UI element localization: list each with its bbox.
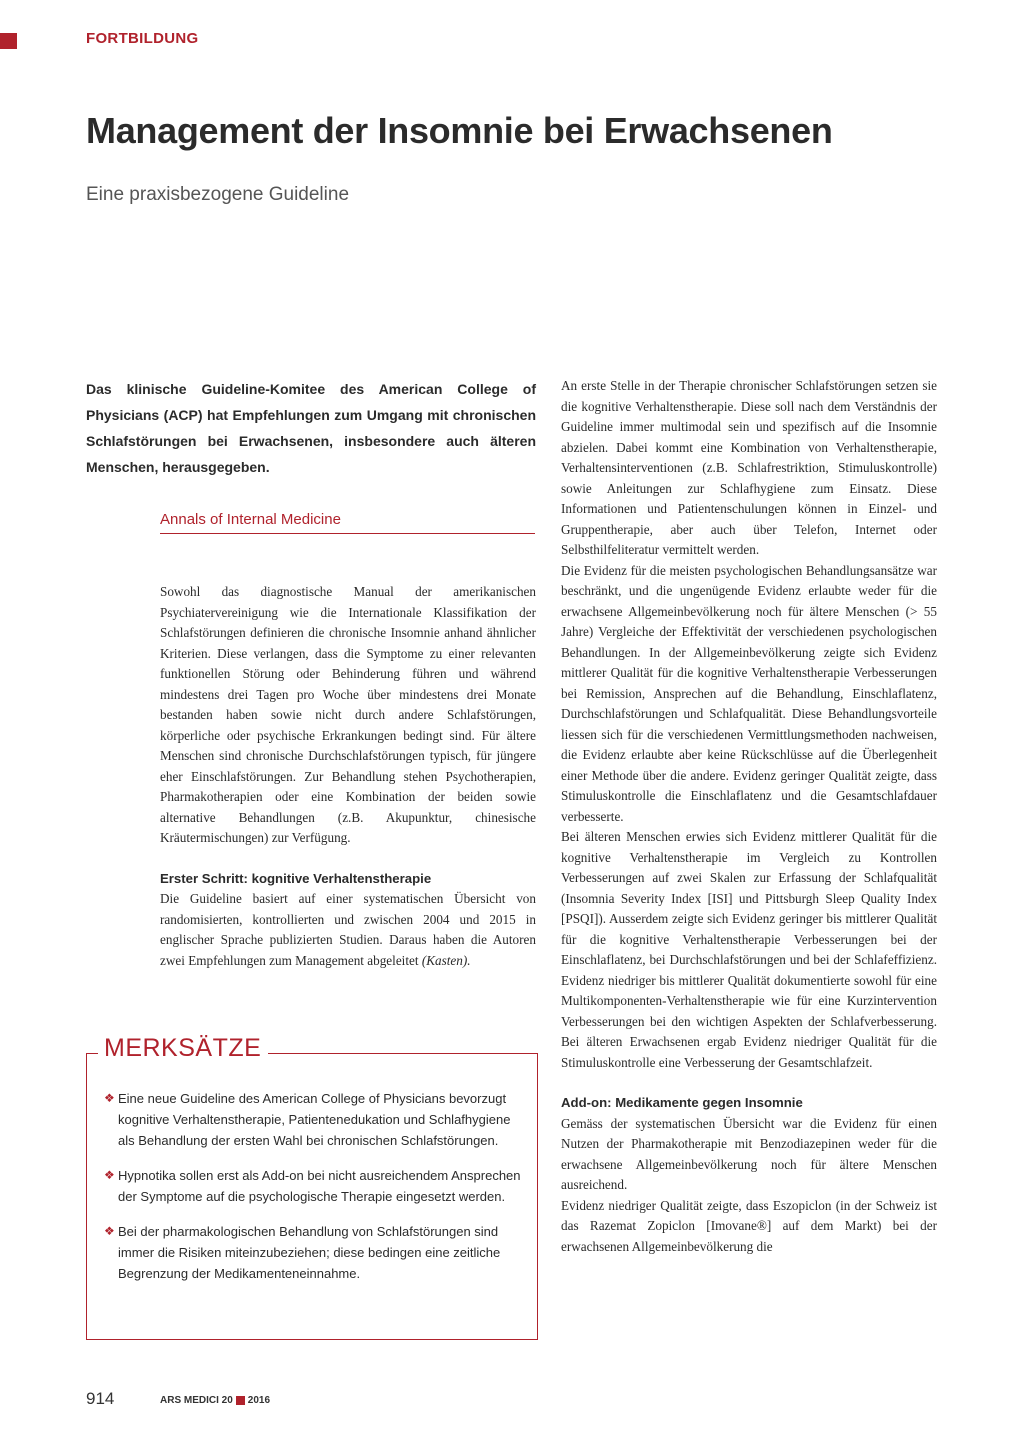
key-points-title: MERKSÄTZE [104,1034,262,1062]
journal-name: ARS MEDICI 20 [160,1395,233,1406]
box-border-top [86,1053,98,1054]
body-paragraph: Sowohl das diagnostische Manual der amerikanischen Psychiatervereinigung wie die Internationale Klassifikation der Schlafstörungen definieren die chronische Insomnie anhand ähnlicher Kriterien. Diese verlangen, dass die Symptome zu einer relevanten funktionellen Störung oder Behinderung führen und während mindestens drei Tagen pro Woche über mindestens drei Monate bestanden haben sowie nicht durch andere Schlafstörungen, körperliche oder psychische Erkrankungen bedingt sind. Für ältere Menschen sind chronische Durchschlafstörungen typisch, für jüngere eher Einschlafstörungen. Zur Behandlung stehen Psychotherapien, Pharmakotherapien oder eine Kombination der beiden sowie alternative Behandlungen (z.B. Akupunktur, chinesische Kräutermischungen) zur Verfügung. [160,584,536,845]
body-paragraph: Evidenz niedriger Qualität zeigte, dass Eszopiclon (in der Schweiz ist das Razemat Zopiclon [Imovane®] auf dem Markt) bei der erwachsenen Allgemeinbevölkerung die [561,1197,937,1254]
section-heading: Erster Schritt: kognitive Verhaltenstherapie [160,870,432,886]
page-number: 914 [86,1389,115,1408]
journal-footer [160,1395,270,1406]
diamond-bullet-icon: ❖ [104,1224,115,1238]
section-heading: Add-on: Medikamente gegen Insomnie [561,1095,803,1110]
list-item: ❖ Eine neue Guideline des American College of Physicians bevorzugt kognitive Verhaltenstherapie, Patientenedukation und Schlafhygiene als Behandlung der ersten Wahl bei chronischen Schlafstörungen. [104,1088,524,1151]
right-column [561,376,937,1257]
article-subtitle: Eine praxisbezogene Guideline [86,184,350,205]
section-marker [0,33,17,49]
article-lead: Das klinische Guideline-Komitee des American College of Physicians (ACP) hat Empfehlungen zum Umgang mit chronischen Schlafstörungen bei Erwachsenen, insbesondere auch älteren Menschen, herausgegeben. [86,381,536,475]
box-border-top [268,1053,537,1054]
left-column [160,582,536,971]
journal-year: 2016 [247,1395,271,1406]
list-item: ❖ Hypnotika sollen erst als Add-on bei nicht ausreichendem Ansprechen der Symptome auf die psychologische Therapie eingesetzt werden. [104,1165,524,1207]
diamond-bullet-icon: ❖ [104,1168,115,1182]
box-reference: (Kasten). [421,952,471,968]
article-title: Management der Insomnie bei Erwachsenen [86,110,833,151]
body-paragraph: Die Evidenz für die meisten psychologischen Behandlungsansätze war beschränkt, und die ungenügende Evidenz erlaubte weder für die erwachsene Allgemeinbevölkerung noch für ältere Menschen (> 55 Jahre) Vergleiche der Effektivität der verschiedenen psychologischen Behandlungen. In der Allgemeinbevölkerung zeigte sich Evidenz mittlerer Qualität für die kognitive Verhaltenstherapie Verbesserungen bei Remission, Ansprechen auf die Behandlung, Einschlaflatenz, Durchschlafstörungen und Schlafqualität. Diese Behandlungsvorteile liessen sich für die verschiedenen Vermittlungsmethoden nachweisen, die Evidenz erlaubte aber keine Rückschlüsse auf die Überlegenheit einer Methode über die andere. Evidenz geringer Qualität zeigte, dass Stimuluskontrolle die Einschlaflatenz und die Gesamtschlafdauer verbesserte. [561,562,937,824]
body-paragraph: Gemäss der systematischen Übersicht war die Evidenz für einen Nutzen der Pharmakotherapie mit Benzodiazepinen weder für die erwachsene Allgemeinbevölkerung noch für ältere Menschen ausreichend. [561,1115,937,1192]
diamond-bullet-icon: ❖ [104,1091,115,1105]
section-label: FORTBILDUNG [86,30,199,47]
body-paragraph: Die Guideline basiert auf einer systematischen Übersicht von randomisierten, kontrollierten und zwischen 2004 und 2015 in englischer Sprache publizierten Studien. Daraus haben die Autoren zwei Empfehlungen zum Management abgeleitet (Kasten). [160,891,536,968]
footer-square-icon [236,1396,245,1405]
article-source: Annals of Internal Medicine [160,511,535,534]
list-item: ❖ Bei der pharmakologischen Behandlung von Schlafstörungen sind immer die Risiken miteinzubeziehen; diese bedingen eine zeitliche Begrenzung der Medikamenteneinnahme. [104,1221,524,1284]
body-paragraph: Bei älteren Menschen erwies sich Evidenz mittlerer Qualität für die kognitive Verhaltenstherapie im Vergleich zu Kontrollen Verbesserungen auf zwei Skalen zur Erfassung der Schlafqualität (Insomnia Severity Index [ISI] und Pittsburgh Sleep Quality Index [PSQI]). Ausserdem zeigte sich Evidenz geringer bis mittlerer Qualität für die kognitive Verhaltenstherapie Verbesserungen bei der Einschlaflatenz, bei Durchschlafstörungen und bei der Schlafeffizienz. Evidenz niedriger bis mittlerer Qualität dokumentierte sowohl für eine Multikomponenten-Verhaltenstherapie wie für eine Kurzintervention Verbesserungen bei den wichtigen Aspekten der Schlafverbesserung. Bei älteren Erwachsenen ergab Evidenz niedriger Qualität für die Stimuluskontrolle eine Verbesserung der Gesamtschlafzeit. [561,829,937,1070]
key-points-list [104,1088,524,1298]
body-paragraph: An erste Stelle in der Therapie chronischer Schlafstörungen setzen sie die kognitive Verhaltenstherapie. Diese soll nach dem Verständnis der Guideline immer multimodal sein und spezifisch auf die Insomnie abzielen. Dabei kommt eine Kombination von Verhaltenstherapie, Verhaltensinterventionen (z.B. Schlafrestriktion, Stimuluskontrolle) sowie Anleitungen zur Schlafhygiene zum Einsatz. Diese Informationen und Patientenschulungen können in Einzel- und Gruppentherapie, aber auch über Telefon, Internet oder Selbsthilfeliteratur vermittelt werden. [561,378,937,557]
